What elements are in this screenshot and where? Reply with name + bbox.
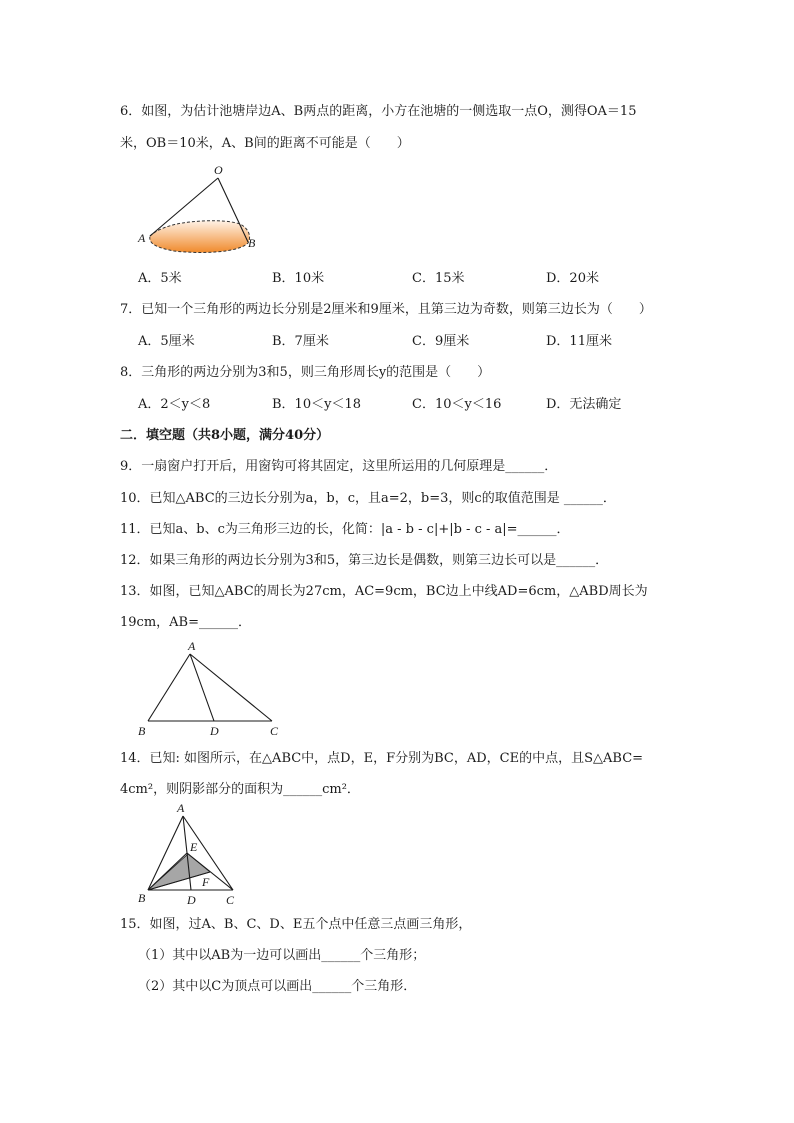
- label-b: B: [248, 236, 256, 250]
- label-e: E: [190, 840, 198, 854]
- q7-line1: 7．已知一个三角形的两边长分别是2厘米和9厘米，且第三边为奇数，则第三边长为（ ）: [120, 302, 652, 317]
- label-f: F: [202, 875, 210, 889]
- segment-ab: [148, 654, 190, 721]
- q15-line1: 15．如图，过A、B、C、D、E五个点中任意三点画三角形，: [120, 917, 472, 932]
- q7-option-a: A．5厘米: [138, 334, 195, 349]
- q13-line1: 13．如图，已知△ABC的周长为27cm，AC=9cm，BC边上中线AD=6cm，△ABD周长为: [120, 584, 648, 599]
- pond-shape: [150, 221, 250, 253]
- q11-line1: 11．已知a、b、c为三角形三边的长，化简：|a - b - c|+|b - c - a|=______．: [120, 522, 570, 537]
- q6-line2: 米，OB＝10米，A、B间的距离不可能是（ ）: [120, 136, 410, 151]
- q6-line1: 6．如图，为估计池塘岸边A、B两点的距离，小方在池塘的一侧选取一点O，测得OA＝15: [120, 104, 637, 119]
- q6-pond-figure: [130, 158, 270, 258]
- q7-option-c: C．9厘米: [412, 334, 470, 349]
- label-b: B: [138, 724, 146, 738]
- q8-option-d: D．无法确定: [546, 397, 622, 412]
- label-a: A: [138, 231, 146, 245]
- q8-option-c: C．10＜y＜16: [412, 397, 502, 412]
- shaded-region: [148, 854, 210, 890]
- label-a: A: [177, 801, 185, 815]
- q6-option-c: C．15米: [412, 271, 465, 286]
- label-o: O: [214, 163, 223, 177]
- q13-triangle-figure: [134, 638, 294, 742]
- q14-line2: 4cm²，则阴影部分的面积为______cm²．: [120, 782, 360, 797]
- q13-line2: 19cm，AB=______．: [120, 615, 251, 630]
- label-d: D: [210, 724, 219, 738]
- q8-line1: 8．三角形的两边分别为3和5，则三角形周长y的范围是（ ）: [120, 365, 491, 380]
- q8-option-b: B．10＜y＜18: [272, 397, 361, 412]
- q10-line1: 10．已知△ABC的三边长分别为a，b，c，且a=2，b=3，则c的取值范围是 ______．: [120, 491, 616, 506]
- section-title-fill-in: 二．填空题（共8小题，满分40分）: [120, 428, 330, 443]
- q6-option-a: A．5米: [138, 271, 182, 286]
- q7-option-b: B．7厘米: [272, 334, 329, 349]
- q6-option-d: D．20米: [546, 271, 599, 286]
- q14-line1: 14．已知: 如图所示，在△ABC中，点D，E，F分别为BC，AD，CE的中点，且S△ABC=: [120, 751, 644, 766]
- q8-option-a: A．2＜y＜8: [138, 397, 211, 412]
- label-a: A: [188, 639, 196, 653]
- label-b: B: [138, 891, 146, 905]
- q15-sub1: （1）其中以AB为一边可以画出______个三角形；: [138, 948, 426, 963]
- q9-line1: 9．一扇窗户打开后，用窗钩可将其固定，这里所运用的几何原理是______．: [120, 459, 558, 474]
- label-c: C: [270, 724, 279, 738]
- q7-option-d: D．11厘米: [546, 334, 612, 349]
- label-d: D: [187, 893, 196, 907]
- q12-line1: 12．如果三角形的两边长分别为3和5，第三边长是偶数，则第三边长可以是______．: [120, 553, 609, 568]
- q6-option-b: B．10米: [272, 271, 325, 286]
- q15-sub2: （2）其中以C为顶点可以画出______个三角形．: [138, 979, 417, 994]
- label-c: C: [226, 893, 235, 907]
- q14-triangle-figure: [134, 800, 254, 910]
